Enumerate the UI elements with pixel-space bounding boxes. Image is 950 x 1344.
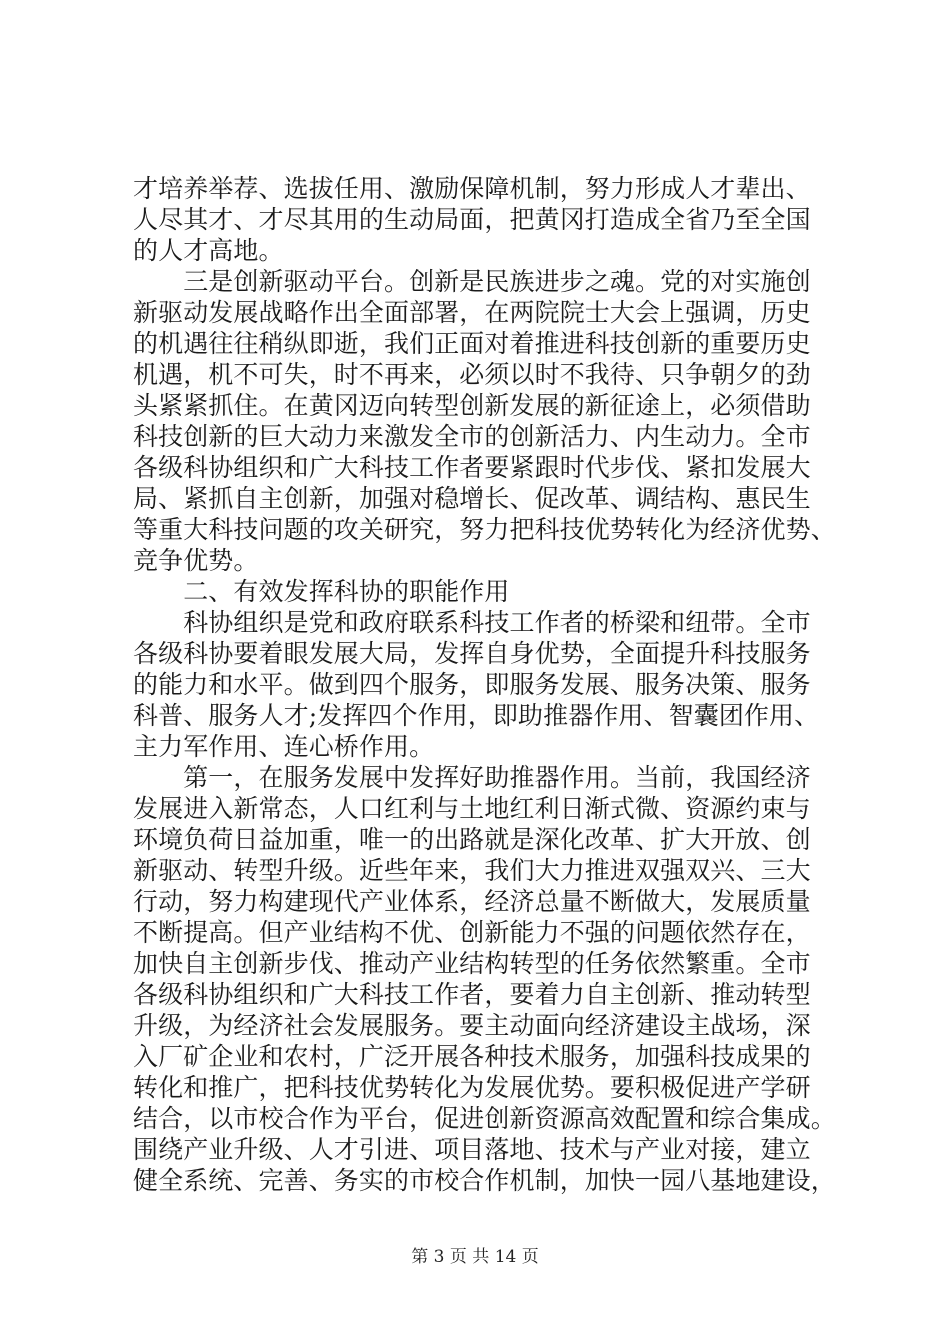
body-text-line: 科技创新的巨大动力来激发全市的创新活力、内生动力。全市 — [133, 422, 811, 451]
body-text-line: 的人才高地。 — [133, 236, 284, 265]
body-text-line: 机遇，机不可失，时不再来，必须以时不我待、只争朝夕的劲 — [133, 360, 811, 389]
body-text-line: 不断提高。但产业结构不优、创新能力不强的问题依然存在， — [133, 918, 811, 947]
body-text-line: 科协组织是党和政府联系科技工作者的桥梁和纽带。全市 — [133, 608, 811, 637]
body-text-line: 结合，以市校合作为平台，促进创新资源高效配置和综合集成。 — [133, 1104, 836, 1133]
body-text-line: 健全系统、完善、务实的市校合作机制，加快一园八基地建设， — [133, 1166, 836, 1195]
body-text-line: 新驱动、转型升级。近些年来，我们大力推进双强双兴、三大 — [133, 856, 811, 885]
body-text-line: 入厂矿企业和农村，广泛开展各种技术服务，加强科技成果的 — [133, 1042, 811, 1071]
body-text-line: 加快自主创新步伐、推动产业结构转型的任务依然繁重。全市 — [133, 949, 811, 978]
body-text-line: 的能力和水平。做到四个服务，即服务发展、服务决策、服务 — [133, 670, 811, 699]
body-text-line: 升级，为经济社会发展服务。要主动面向经济建设主战场，深 — [133, 1011, 811, 1040]
body-text-line: 第一，在服务发展中发挥好助推器作用。当前，我国经济 — [133, 763, 811, 792]
body-text-line: 的机遇往往稍纵即逝，我们正面对着推进科技创新的重要历史 — [133, 329, 811, 358]
body-text-line: 才培养举荐、选拔任用、激励保障机制，努力形成人才辈出、 — [133, 174, 811, 203]
page-number-footer: 第 3 页 共 14 页 — [411, 1247, 539, 1267]
body-text-line: 各级科协组织和广大科技工作者要紧跟时代步伐、紧扣发展大 — [133, 453, 811, 482]
body-text-line: 发展进入新常态，人口红利与土地红利日渐式微、资源约束与 — [133, 794, 811, 823]
body-text-line: 科普、服务人才;发挥四个作用，即助推器作用、智囊团作用、 — [133, 701, 820, 730]
body-text-line: 人尽其才、才尽其用的生动局面，把黄冈打造成全省乃至全国 — [133, 205, 811, 234]
body-text-line: 环境负荷日益加重，唯一的出路就是深化改革、扩大开放、创 — [133, 825, 811, 854]
body-text-line: 行动，努力构建现代产业体系，经济总量不断做大，发展质量 — [133, 887, 811, 916]
body-text-line: 新驱动发展战略作出全面部署，在两院院士大会上强调，历史 — [133, 298, 811, 327]
section-heading: 二、有效发挥科协的职能作用 — [133, 577, 510, 606]
body-text-line: 头紧紧抓住。在黄冈迈向转型创新发展的新征途上，必须借助 — [133, 391, 811, 420]
body-text-line: 竞争优势。 — [133, 546, 259, 575]
body-text-line: 局、紧抓自主创新，加强对稳增长、促改革、调结构、惠民生 — [133, 484, 811, 513]
body-text-line: 等重大科技问题的攻关研究，努力把科技优势转化为经济优势、 — [133, 515, 836, 544]
body-text-line: 三是创新驱动平台。创新是民族进步之魂。党的对实施创 — [133, 267, 811, 296]
body-text-line: 主力军作用、连心桥作用。 — [133, 732, 435, 761]
body-text-line: 各级科协组织和广大科技工作者，要着力自主创新、推动转型 — [133, 980, 811, 1009]
body-text-line: 围绕产业升级、人才引进、项目落地、技术与产业对接，建立 — [133, 1135, 811, 1164]
body-text-line: 各级科协要着眼发展大局，发挥自身优势，全面提升科技服务 — [133, 639, 811, 668]
body-text-line: 转化和推广，把科技优势转化为发展优势。要积极促进产学研 — [133, 1073, 811, 1102]
